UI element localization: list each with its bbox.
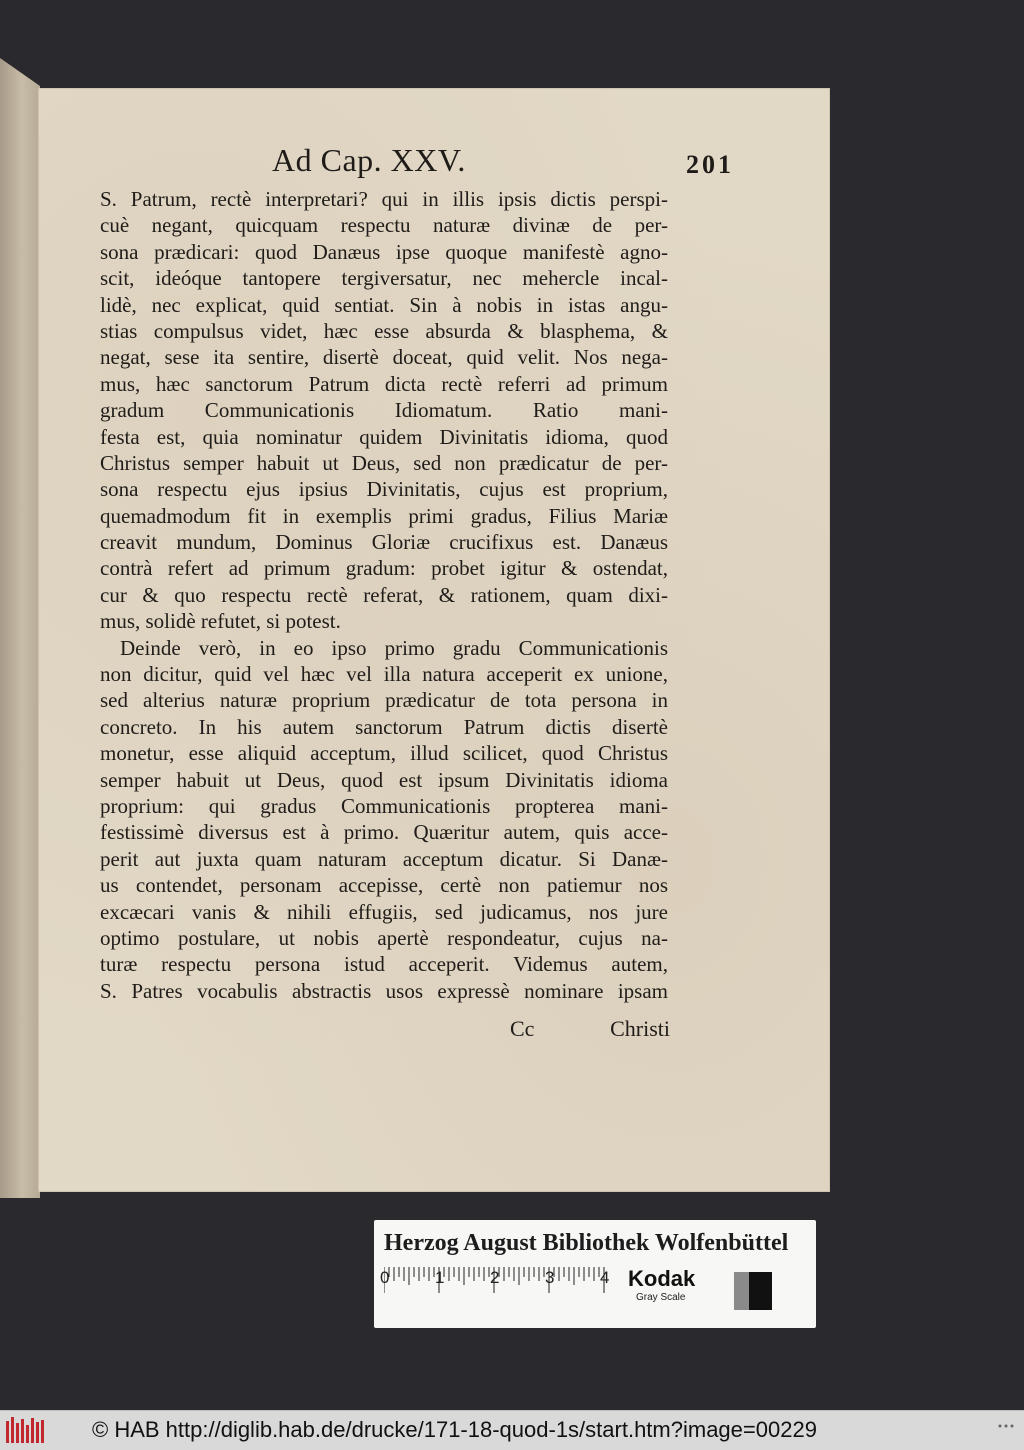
text-line: quemadmodum fit in exemplis primi gradus, Filius Mariæ bbox=[100, 503, 668, 528]
text-line: semper habuit ut Deus, quod est ipsum Divinitatis idioma bbox=[100, 767, 668, 792]
text-line: negat, sese ita sentire, disertè doceat, quid velit. Nos nega- bbox=[100, 345, 668, 370]
text-line: sona prædicari: quod Danæus ipse quoque manifestè agno- bbox=[100, 239, 668, 264]
text-line: cur & quo respectu rectè referat, & rationem, quam dixi- bbox=[100, 582, 668, 607]
text-line: mus, solidè refutet, si potest. bbox=[100, 609, 341, 634]
page-footer-marks bbox=[510, 1016, 670, 1046]
text-line: optimo postulare, ut nobis apertè respondeatur, cujus na- bbox=[100, 925, 668, 950]
more-icon bbox=[998, 1423, 1014, 1429]
previous-page-edge bbox=[0, 58, 40, 1198]
text-line: excæcari vanis & nihili effugiis, sed judicamus, nos jure bbox=[100, 899, 668, 924]
ruler-number: 4 bbox=[600, 1268, 610, 1287]
footer-bar bbox=[0, 1410, 1024, 1450]
text-line: mus, hæc sanctorum Patrum dicta rectè referri ad primum bbox=[100, 371, 668, 396]
library-color-card bbox=[374, 1220, 816, 1328]
text-line: sed alterius naturæ proprium prædicatur de tota persona in bbox=[100, 688, 668, 713]
text-line: S. Patres vocabulis abstractis usos expressè nominare ipsam bbox=[100, 978, 668, 1003]
signature-mark: Cc bbox=[510, 1016, 535, 1041]
kodak-brand: Kodak bbox=[628, 1266, 696, 1291]
text-line: festa est, quia nominatur quidem Divinitatis idioma, quod bbox=[100, 424, 668, 449]
text-line: creavit mundum, Dominus Gloriæ crucifixus est. Danæus bbox=[100, 530, 668, 555]
text-line: Deinde verò, in eo ipso primo gradu Communicationis bbox=[120, 635, 668, 660]
page-number: 201 bbox=[686, 150, 734, 179]
ruler-number: 0 bbox=[380, 1268, 390, 1287]
library-name: Herzog August Bibliothek Wolfenbüttel bbox=[384, 1230, 789, 1256]
ruler-number: 2 bbox=[490, 1268, 500, 1287]
hab-logo-icon bbox=[6, 1417, 46, 1445]
running-head: Ad Cap. XXV. bbox=[272, 142, 466, 178]
text-line: perit aut juxta quam naturam acceptum dicatur. Si Danæ- bbox=[100, 846, 668, 871]
gray-scale-label: Gray Scale bbox=[636, 1292, 686, 1303]
text-line: stias compulsus videt, hæc esse absurda & blasphema, & bbox=[100, 318, 668, 343]
text-line: monetur, esse aliquid acceptum, illud scilicet, quod Christus bbox=[100, 741, 668, 766]
text-line: scit, ideóque tantopere tergiversatur, nec mehercle incal- bbox=[100, 266, 668, 291]
text-line: non dicitur, quid vel hæc vel illa natura acceperit ex unione, bbox=[100, 662, 668, 687]
text-line: Christus semper habuit ut Deus, sed non prædicatur de per- bbox=[100, 450, 668, 475]
text-line: gradum Communicationis Idiomatum. Ratio mani- bbox=[100, 398, 668, 423]
gray-scale-swatch bbox=[734, 1272, 772, 1310]
ruler-number: 3 bbox=[545, 1268, 555, 1287]
text-line: concreto. In his autem sanctorum Patrum dictis disertè bbox=[100, 714, 668, 739]
ruler-number: 1 bbox=[435, 1268, 445, 1287]
text-line: festissimè diversus est à primo. Quæritur autem, quis acce- bbox=[100, 820, 668, 845]
text-line: us contendet, personam accepisse, certè non patiemur nos bbox=[100, 873, 668, 898]
text-line: turæ respectu persona istud acceperit. Videmus autem, bbox=[100, 952, 668, 977]
text-line: cuè negant, quicquam respectu naturæ divinæ de per- bbox=[100, 213, 668, 238]
text-line: S. Patrum, rectè interpretari? qui in illis ipsis dictis perspi- bbox=[100, 187, 668, 211]
text-line: proprium: qui gradus Communicationis propterea mani- bbox=[100, 793, 668, 818]
text-line: lidè, nec explicat, quid sentiat. Sin à nobis in istas angu- bbox=[100, 292, 668, 317]
page-body-text bbox=[100, 186, 668, 1004]
copyright-url: © HAB http://diglib.hab.de/drucke/171-18-quod-1s/start.htm?image=00229 bbox=[92, 1417, 817, 1442]
text-line: contrà refert ad primum gradum: probet igitur & ostendat, bbox=[100, 556, 668, 581]
text-line: sona respectu ejus ipsius Divinitatis, cujus est proprium, bbox=[100, 477, 668, 502]
catchword: Christi bbox=[610, 1016, 670, 1041]
